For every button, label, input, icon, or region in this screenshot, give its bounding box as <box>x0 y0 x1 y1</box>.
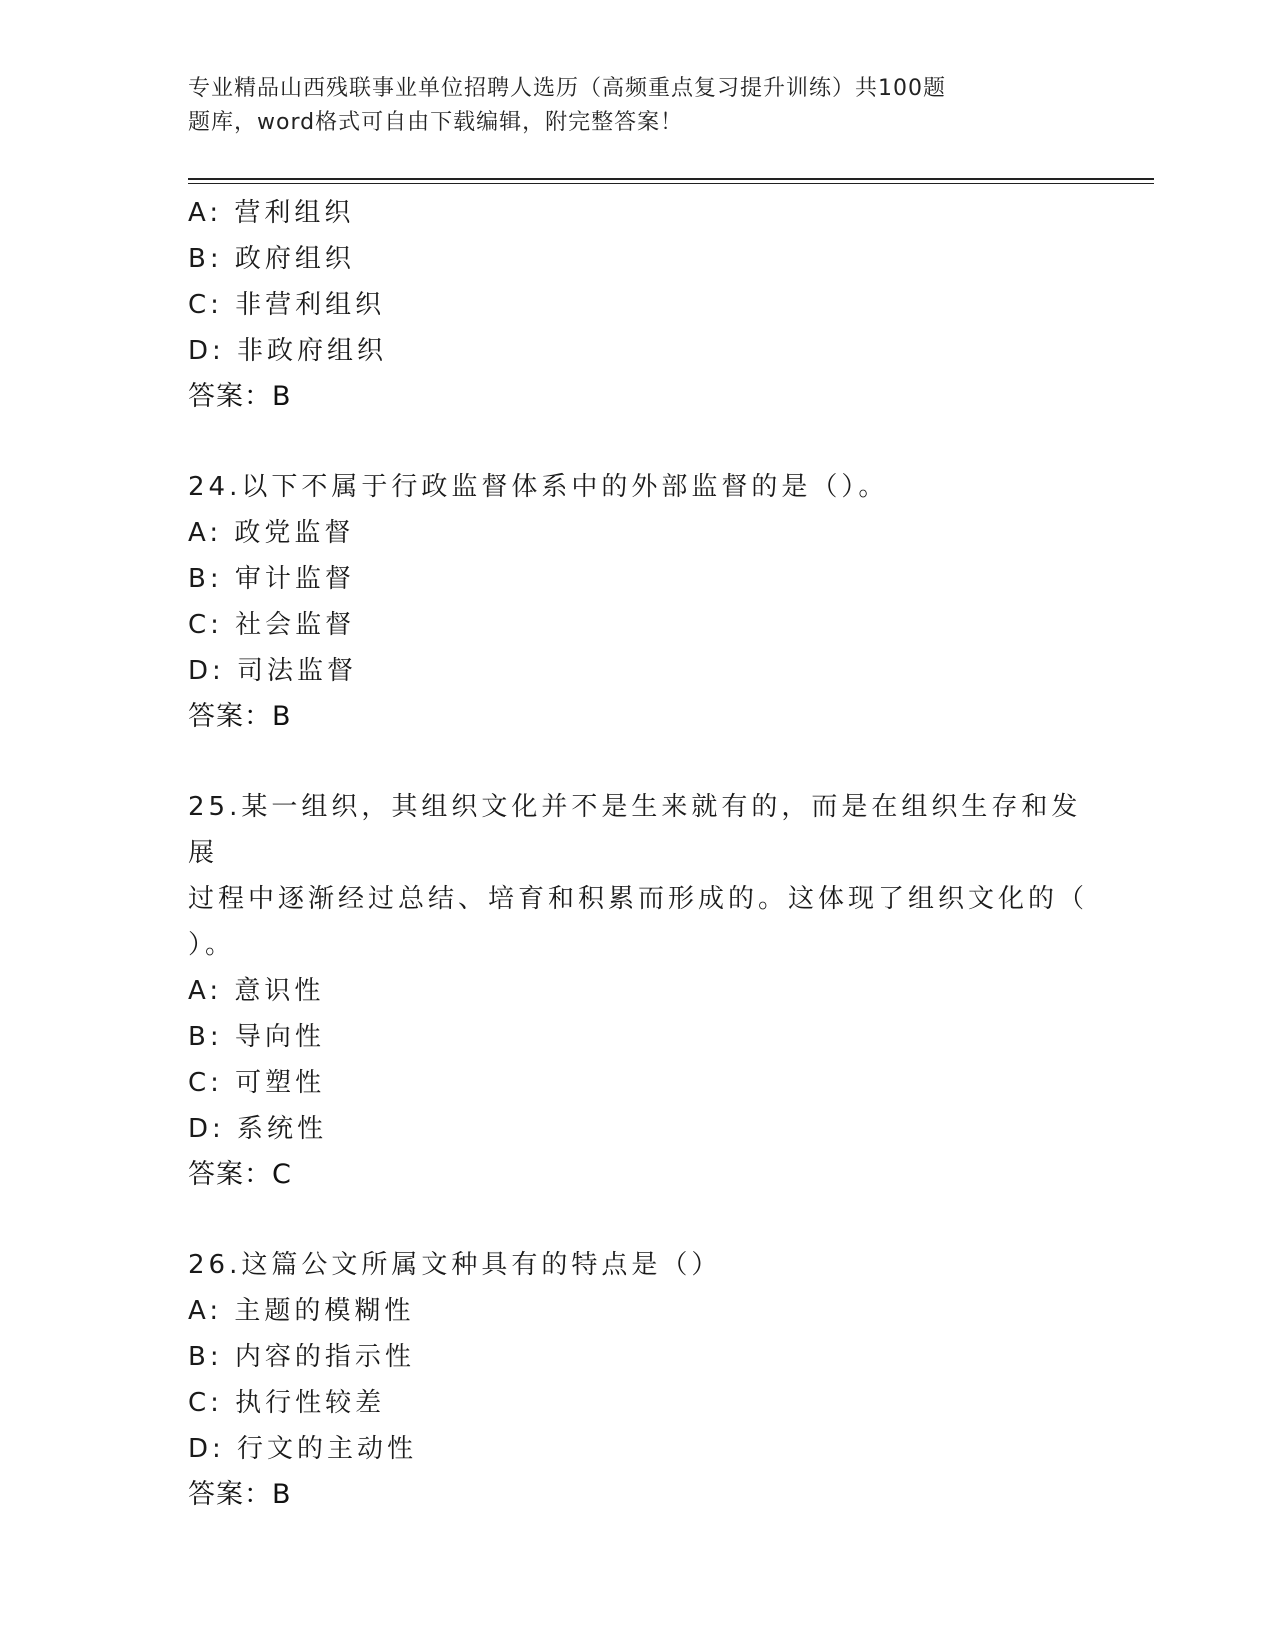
answer: 答案：C <box>188 1159 292 1190</box>
option-b: B: 政府组织 <box>188 244 355 274</box>
option-c: C: 可塑性 <box>188 1068 326 1098</box>
question-23 <box>188 190 1088 420</box>
option-a: A: 营利组织 <box>188 198 355 228</box>
question-26 <box>188 1242 1088 1518</box>
answer: 答案：B <box>188 381 292 412</box>
option-b: B: 导向性 <box>188 1022 325 1052</box>
option-b: B: 内容的指示性 <box>188 1342 415 1372</box>
option-c: C: 执行性较差 <box>188 1388 386 1418</box>
header-divider-thick <box>188 178 1154 180</box>
question-stem-line-1: 25.某一组织，其组织文化并不是生来就有的，而是在组织生存和发展 <box>188 792 1082 868</box>
header-line-2: 题库，word格式可自由下载编辑，附完整答案！ <box>188 110 684 135</box>
option-d: D: 非政府组织 <box>188 336 388 366</box>
document-header <box>188 72 1028 140</box>
option-d: D: 行文的主动性 <box>188 1434 418 1464</box>
question-stem-line-3: ）。 <box>188 930 236 960</box>
question-stem-line-2: 过程中逐渐经过总结、培育和积累而形成的。这体现了组织文化的（ <box>188 884 1089 914</box>
question-stem: 24.以下不属于行政监督体系中的外部监督的是（）。 <box>188 472 889 502</box>
option-a: A: 政党监督 <box>188 518 355 548</box>
option-c: C: 社会监督 <box>188 610 356 640</box>
option-b: B: 审计监督 <box>188 564 355 594</box>
option-c: C: 非营利组织 <box>188 290 386 320</box>
question-24 <box>188 464 1088 740</box>
option-d: D: 系统性 <box>188 1114 328 1144</box>
question-stem: 26.这篇公文所属文种具有的特点是（） <box>188 1250 722 1280</box>
header-divider-thin <box>188 183 1154 184</box>
question-list <box>188 190 1088 1518</box>
answer: 答案：B <box>188 701 292 732</box>
header-line-1: 专业精品山西残联事业单位招聘人选历（高频重点复习提升训练）共100题 <box>188 76 946 101</box>
option-a: A: 意识性 <box>188 976 325 1006</box>
option-a: A: 主题的模糊性 <box>188 1296 415 1326</box>
answer: 答案：B <box>188 1479 292 1510</box>
question-25 <box>188 784 1088 1198</box>
option-d: D: 司法监督 <box>188 656 358 686</box>
